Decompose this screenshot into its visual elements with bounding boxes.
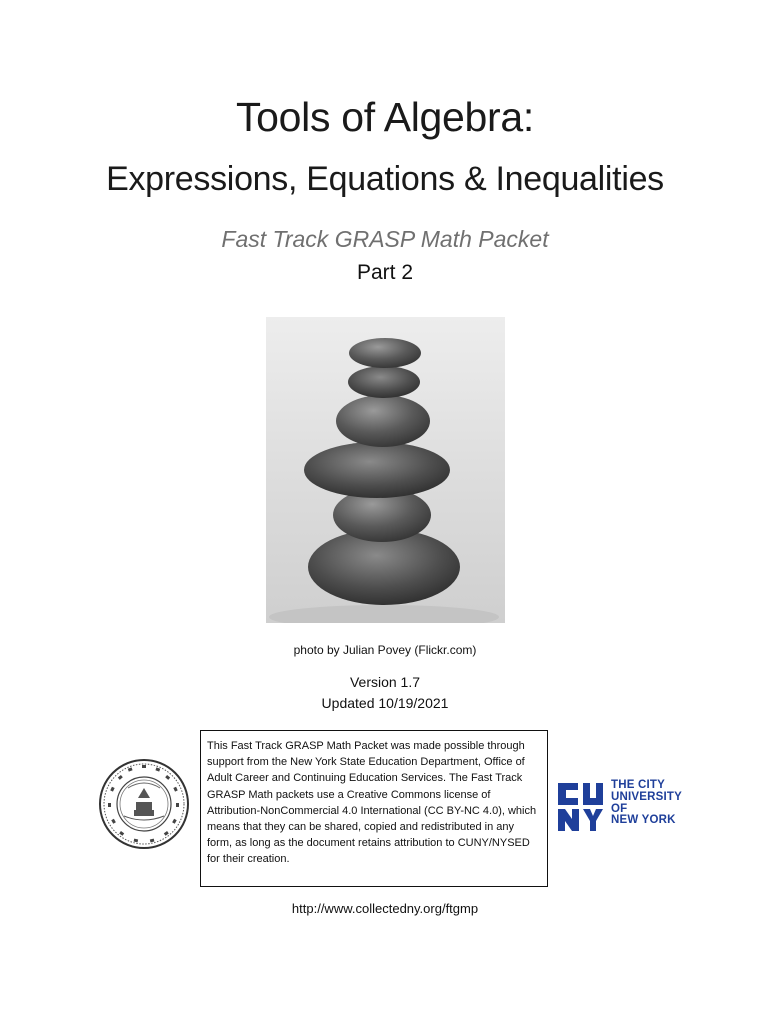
stacked-stones-photo [266,317,505,623]
footer-url: http://www.collectedny.org/ftgmp [291,901,479,916]
document-title: Tools of Algebra: [235,94,535,140]
attribution-notice: This Fast Track GRASP Math Packet was made possible through support from the New York State Education Department, Office of Adult Career and Continuing Education Services. The Fast Track GRASP Math packets use a Creative Commons license of Attribution-NonCommercial 4.0 International (CC BY-NC 4.0), which means that they can be shared, copied and redistributed in any form, as long as the document retains attribution to CUNY/NYSED for their creation. [200,730,548,887]
stacked-stones-illustration [266,317,505,623]
updated-date: Updated 10/19/2021 [321,695,449,711]
cuny-wordmark [611,780,682,827]
cuny-line-2: UNIVERSITY [611,790,683,803]
part-label: Part 2 [356,261,414,284]
photo-credit: photo by Julian Povey (Flickr.com) [293,643,477,657]
document-subtitle: Expressions, Equations & Inequalities [106,160,664,198]
cuny-line-4: NEW YORK [611,814,676,827]
cuny-line-1: THE CITY [611,779,665,791]
packet-name: Fast Track GRASP Math Packet [221,226,549,252]
cuny-line-3: OF [611,802,628,815]
nys-university-seal-logo [98,758,190,850]
version-label: Version 1.7 [349,674,421,690]
